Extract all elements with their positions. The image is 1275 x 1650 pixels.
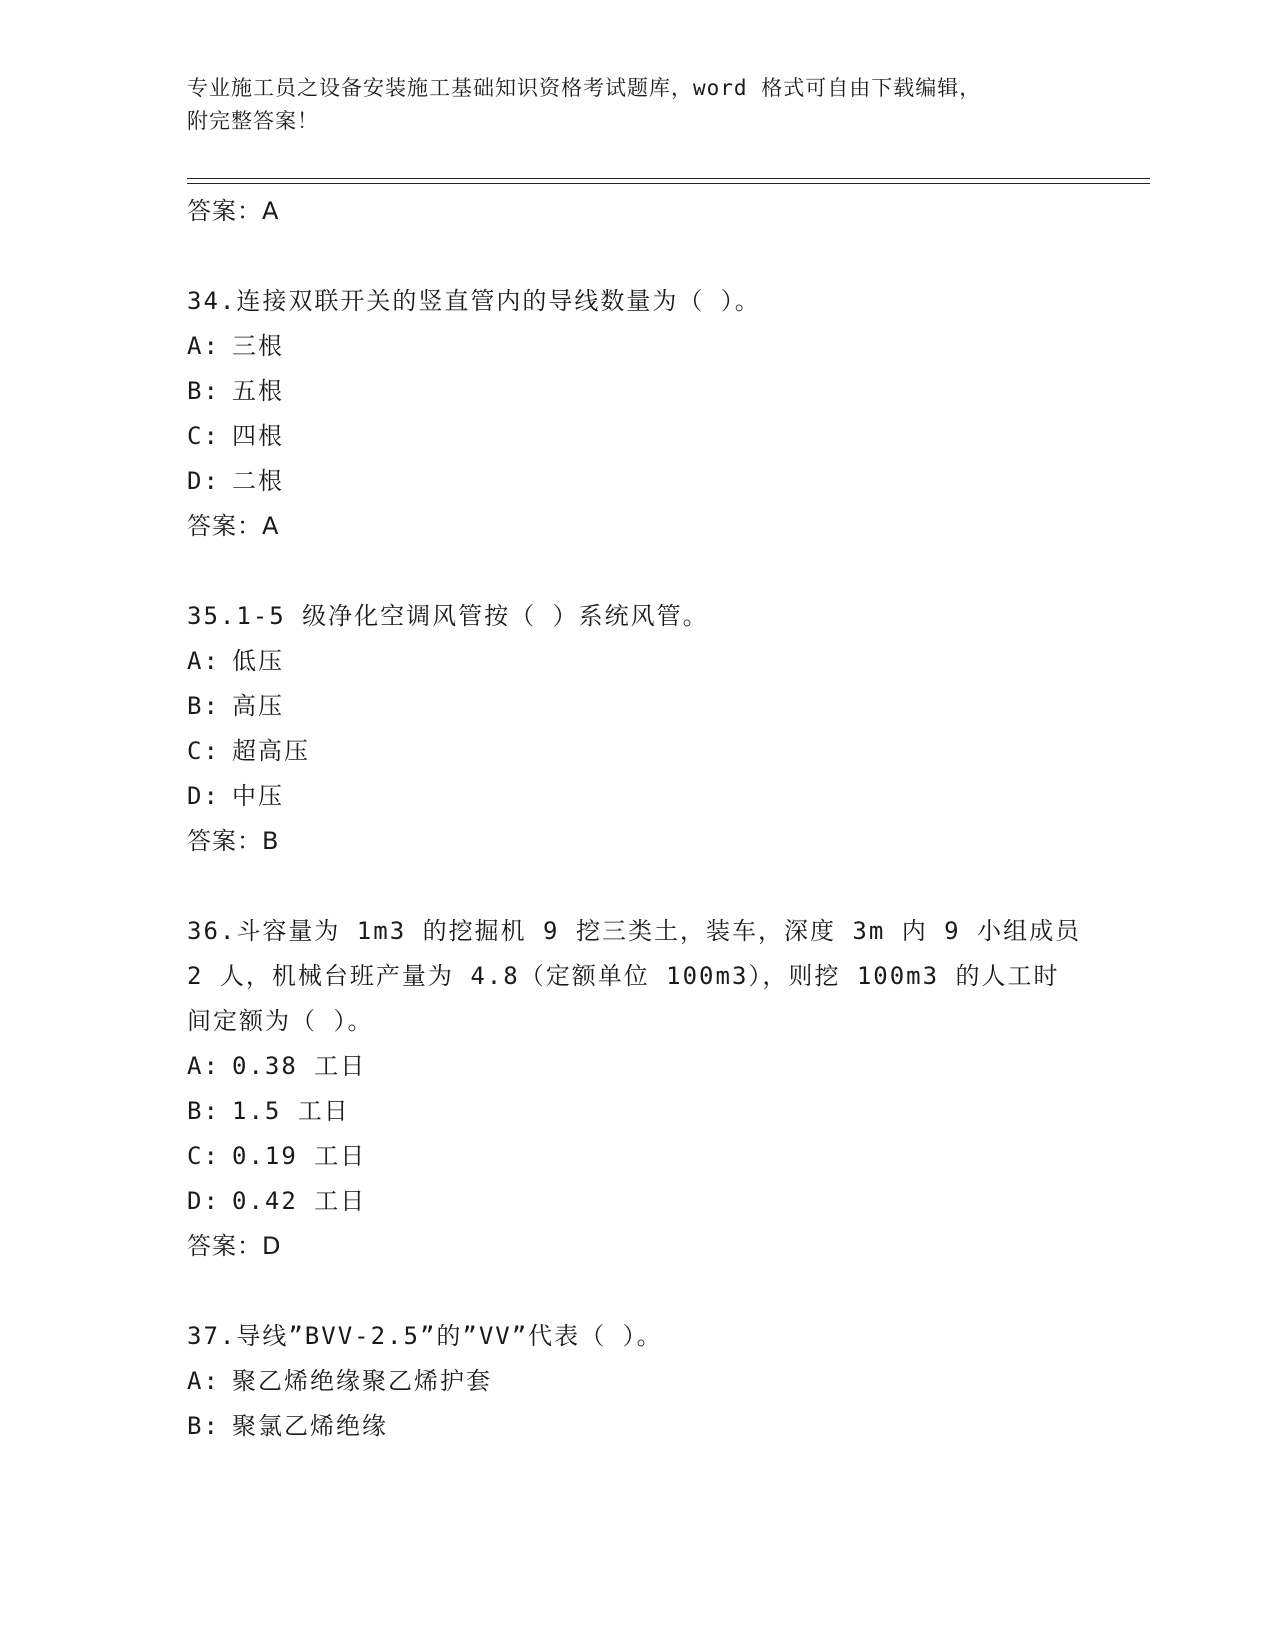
option-b bbox=[187, 1089, 1087, 1134]
option-letter: B: bbox=[187, 1097, 220, 1125]
option-text: 0.42 工日 bbox=[232, 1187, 367, 1215]
option-letter: C: bbox=[187, 737, 220, 765]
option-text: 高压 bbox=[232, 692, 284, 720]
question-stem bbox=[187, 909, 1082, 1044]
option-letter: A: bbox=[187, 1052, 220, 1080]
option-a bbox=[187, 1044, 1087, 1089]
stem-line: 37.导线”BVV-2.5”的”VV”代表（ ）。 bbox=[187, 1322, 663, 1350]
option-c bbox=[187, 729, 1087, 774]
option-a bbox=[187, 324, 1087, 369]
option-letter: A: bbox=[187, 1367, 220, 1395]
option-d bbox=[187, 1179, 1087, 1224]
option-letter: C: bbox=[187, 1142, 220, 1170]
document-header bbox=[187, 72, 1067, 138]
question-answer: 答案：B bbox=[187, 827, 280, 855]
option-letter: B: bbox=[187, 692, 220, 720]
option-a bbox=[187, 639, 1087, 684]
option-b bbox=[187, 369, 1087, 414]
question-stem bbox=[187, 1314, 1067, 1359]
option-d bbox=[187, 459, 1087, 504]
option-b bbox=[187, 1404, 1087, 1449]
stem-line: 间定额为（ ）。 bbox=[187, 1007, 374, 1035]
option-text: 低压 bbox=[232, 647, 284, 675]
question-list bbox=[187, 189, 1087, 1449]
option-text: 聚氯乙烯绝缘 bbox=[232, 1412, 388, 1440]
option-letter: D: bbox=[187, 782, 220, 810]
stem-line: 35.1-5 级净化空调风管按（ ）系统风管。 bbox=[187, 602, 709, 630]
stem-line: 2 人，机械台班产量为 4.8（定额单位 100m3），则挖 100m3 的人工时 bbox=[187, 962, 1060, 990]
header-line-1: 专业施工员之设备安装施工基础知识资格考试题库，word 格式可自由下载编辑， bbox=[187, 76, 982, 100]
option-letter: D: bbox=[187, 467, 220, 495]
question-answer: 答案：D bbox=[187, 1232, 282, 1260]
stem-line: 34.连接双联开关的竖直管内的导线数量为（ ）。 bbox=[187, 287, 761, 315]
option-b bbox=[187, 684, 1087, 729]
question-34 bbox=[187, 279, 1087, 549]
option-d bbox=[187, 774, 1087, 819]
stem-line: 36.斗容量为 1m3 的挖掘机 9 挖三类土，装车，深度 3m 内 9 小组成员 bbox=[187, 917, 1082, 945]
option-text: 超高压 bbox=[232, 737, 310, 765]
option-letter: D: bbox=[187, 1187, 220, 1215]
option-text: 三根 bbox=[232, 332, 284, 360]
option-text: 聚乙烯绝缘聚乙烯护套 bbox=[232, 1367, 492, 1395]
option-text: 0.38 工日 bbox=[232, 1052, 367, 1080]
option-text: 二根 bbox=[232, 467, 284, 495]
option-letter: A: bbox=[187, 647, 220, 675]
header-divider-top bbox=[187, 178, 1150, 179]
question-37 bbox=[187, 1314, 1087, 1449]
option-a bbox=[187, 1359, 1087, 1404]
option-letter: A: bbox=[187, 332, 220, 360]
question-answer: 答案：A bbox=[187, 512, 280, 540]
header-divider-bottom bbox=[187, 183, 1150, 184]
question-36 bbox=[187, 909, 1087, 1269]
option-letter: B: bbox=[187, 377, 220, 405]
question-35 bbox=[187, 594, 1087, 864]
option-text: 四根 bbox=[232, 422, 284, 450]
option-text: 中压 bbox=[232, 782, 284, 810]
option-c bbox=[187, 1134, 1087, 1179]
question-stem bbox=[187, 594, 1067, 639]
option-letter: C: bbox=[187, 422, 220, 450]
option-c bbox=[187, 414, 1087, 459]
option-text: 1.5 工日 bbox=[232, 1097, 350, 1125]
option-text: 0.19 工日 bbox=[232, 1142, 367, 1170]
option-letter: B: bbox=[187, 1412, 220, 1440]
question-stem bbox=[187, 279, 1067, 324]
option-text: 五根 bbox=[232, 377, 284, 405]
header-line-2: 附完整答案！ bbox=[187, 109, 319, 133]
previous-answer: 答案：A bbox=[187, 197, 280, 225]
